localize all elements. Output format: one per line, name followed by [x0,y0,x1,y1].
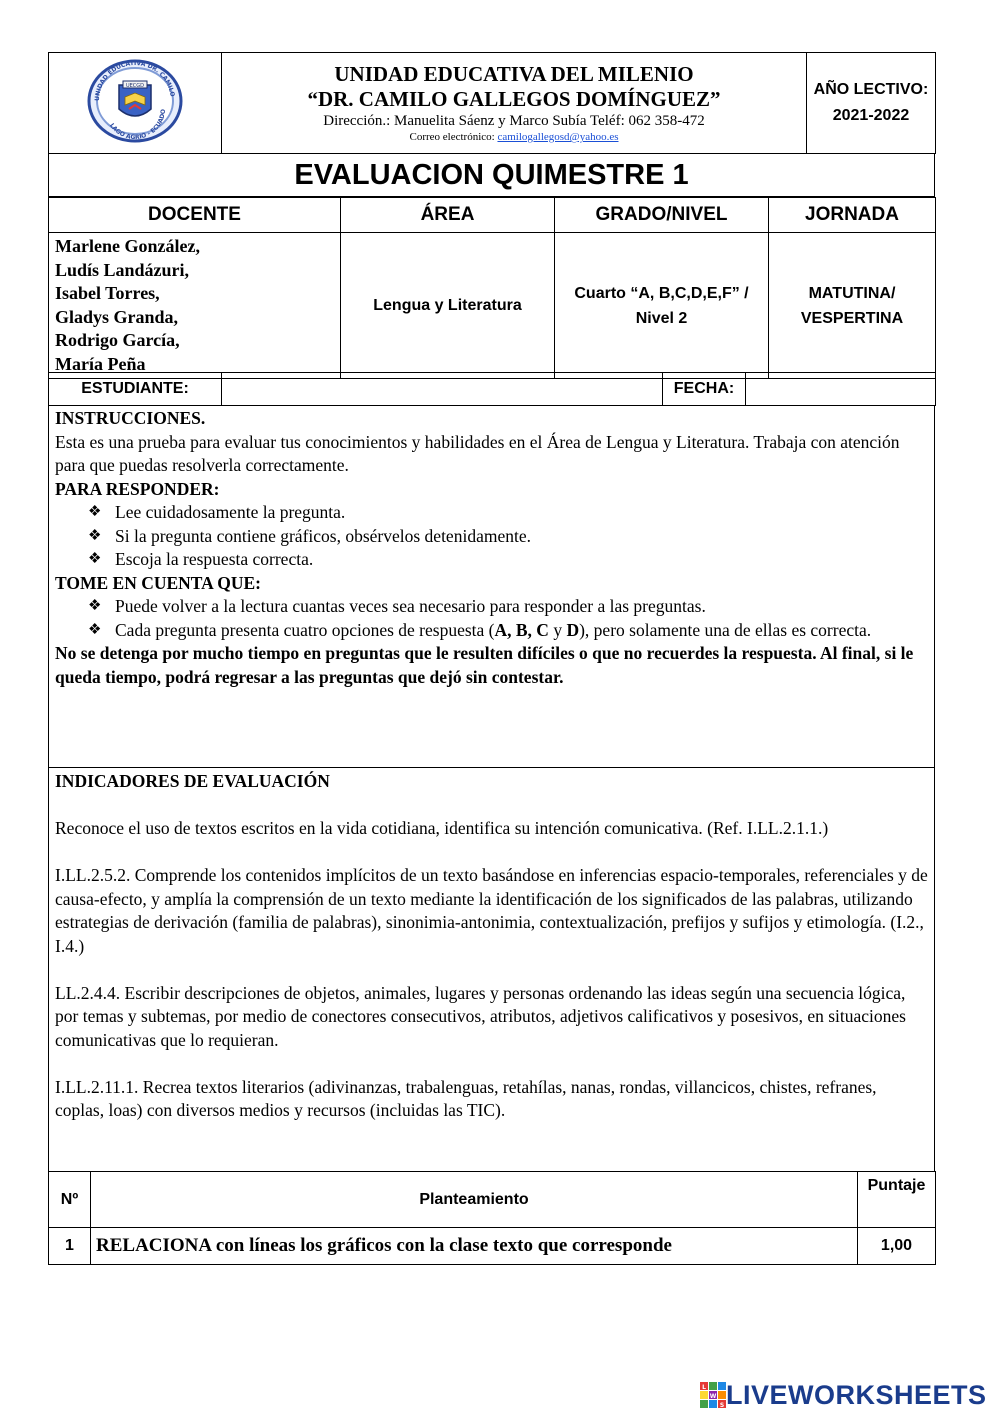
date-label: FECHA: [663,373,746,406]
list-item [88,619,928,643]
logo-banner-text: UECGD [125,82,145,89]
notice-list [55,595,928,642]
respond-item-text: Escoja la respuesta correcta. [115,549,314,569]
school-address: Dirección.: Manuelita Sáenz y Marco Subía Teléf: 062 358-472 [323,113,705,129]
list-item [88,501,928,525]
diamond-bullet-icon: ❖ [88,551,102,567]
docente-name: Ludís Landázuri, [55,259,190,280]
exam-title: EVALUACION QUIMESTRE 1 [48,154,935,197]
student-table [48,372,936,406]
docente-name: Gladys Granda, [55,306,179,327]
docente-name: Isabel Torres, [55,283,160,303]
instructions-heading: INSTRUCCIONES. [55,408,206,428]
diamond-bullet-icon: ❖ [88,504,102,520]
indicators-section [48,768,935,1171]
docente-name: Marlene González, [55,236,200,256]
logo-cell [49,53,222,154]
date-field[interactable] [746,373,936,406]
logo-letter: W [709,1393,717,1400]
docente-name: Rodrigo García, [55,330,180,350]
header-jornada: JORNADA [769,198,936,233]
col-number-header: Nº [49,1172,91,1228]
liveworksheets-logo-icon [700,1382,726,1408]
table-row [49,1228,936,1265]
option-d: D [566,619,580,640]
notice-item-text: Cada pregunta presenta cuatro opciones de respuesta ( [115,619,495,640]
notice-item-text: Puede volver a la lectura cuantas veces sea necesario para responder a las preguntas. [115,596,706,616]
grado-cell [555,233,769,379]
col-statement-header: Planteamiento [91,1172,858,1228]
school-logo [83,57,187,145]
grado-line1: Cuarto “A, B,C,D,E,F” / [574,284,749,302]
school-year-cell [807,53,936,154]
diamond-bullet-icon: ❖ [88,598,102,614]
docentes-cell [49,233,341,379]
respond-heading: PARA RESPONDER: [55,478,220,499]
email-link[interactable]: camilogallegosd@yahoo.es [497,131,619,143]
diamond-bullet-icon: ❖ [88,621,102,638]
diamond-bullet-icon: ❖ [88,527,102,544]
col-score-header: Puntaje [858,1172,936,1228]
respond-item-text: Si la pregunta contiene gráficos, obsérvelos detenidamente. [115,525,531,546]
logo-letter: S [719,1402,725,1408]
student-name-field[interactable] [222,373,663,406]
instructions-intro: Esta es una prueba para evaluar tus conocimientos y habilidades en el Área de Lengua y Literatura. Trabaja con atención para que puedas resolverla correctamente. [55,431,900,475]
list-item [88,548,928,572]
indicator-item: I.LL.2.5.2. Comprende los contenidos implícitos de un texto basándose en inferencias espacio-temporales, referenciales y de causa-efecto, y amplía la comprensión de un texto mediante la identificación de los significados de las palabras, utilizando estrategias de derivación (familia de palabras), sinonimia-antonimia, contextualización, prefijos y sufijos y etimología. (I.2., I.4.) [55,865,928,956]
header-table [48,52,936,154]
grado-line2: Nivel 2 [635,309,688,327]
year-value: 2021-2022 [832,107,910,124]
respond-item-text: Lee cuidadosamente la pregunta. [115,502,346,522]
list-item [88,525,928,549]
logo-ring-text: UNIDAD EDUCATIVA DR. CAMILO [93,59,176,101]
school-email-row [222,131,806,144]
header-area: ÁREA [341,198,555,233]
school-name-line2: “DR. CAMILO GALLEGOS DOMÍNGUEZ” [307,87,721,111]
question-statement: RELACIONA con líneas los gráficos con la clase texto que corresponde [91,1228,858,1265]
respond-list [55,501,928,572]
logo-bottom-text: LAGO AGRIO - ECUADO [108,108,168,141]
docente-name: María Peña [55,353,146,374]
question-number: 1 [49,1228,91,1265]
jornada-line1: MATUTINA/ [808,284,896,302]
jornada-cell [769,233,936,379]
info-table [48,197,936,379]
indicator-item: LL.2.4.4. Escribir descripciones de objetos, animales, lugares y personas ordenando las ideas según una secuencia lógica, por temas y subtemas, por medio de conectores consecutivos, atributos, adjetivos calificativos y posesivos, en situaciones comunicativas que lo requieran. [55,982,906,1050]
indicator-item: I.LL.2.11.1. Recrea textos literarios (adivinanzas, trabalenguas, retahílas, nanas, rondas, villancicos, chistes, refranes, coplas, loas) con diversos medios y recursos (incluidas las TIC). [55,1076,877,1120]
final-note: No se detenga por mucho tiempo en preguntas que le resulten difíciles o que no recuerdes la respuesta. Al final, si le queda tiempo, podrá regresar a las preguntas que dejó sin contestar. [55,643,914,687]
school-info-cell [222,53,807,154]
list-item [88,595,928,619]
options-conjunction: y [548,619,567,640]
year-label: AÑO LECTIVO: [813,81,929,98]
liveworksheets-watermark [700,1380,987,1410]
indicator-item: Reconoce el uso de textos escritos en la vida cotidiana, identifica su intención comunicativa. (Ref. I.LL.2.1.1.) [55,818,829,838]
instructions-section [48,405,935,768]
options-abc: A, B, C [494,619,549,640]
notice-item-text: ), pero solamente una de ellas es correcta. [579,619,872,640]
school-name-line1: UNIDAD EDUCATIVA DEL MILENIO [334,62,694,86]
header-grado: GRADO/NIVEL [555,198,769,233]
jornada-line2: VESPERTINA [800,309,904,327]
email-label: Correo electrónico: [409,131,495,143]
question-table [48,1171,936,1265]
header-docente: DOCENTE [49,198,341,233]
watermark-text: LIVEWORKSHEETS [726,1379,987,1410]
student-label: ESTUDIANTE: [49,373,222,406]
area-value: Lengua y Literatura [341,233,555,379]
notice-heading: TOME EN CUENTA QUE: [55,572,261,593]
indicators-heading: INDICADORES DE EVALUACIÓN [55,771,330,791]
question-score: 1,00 [858,1228,936,1265]
logo-letter: L [702,1384,706,1391]
